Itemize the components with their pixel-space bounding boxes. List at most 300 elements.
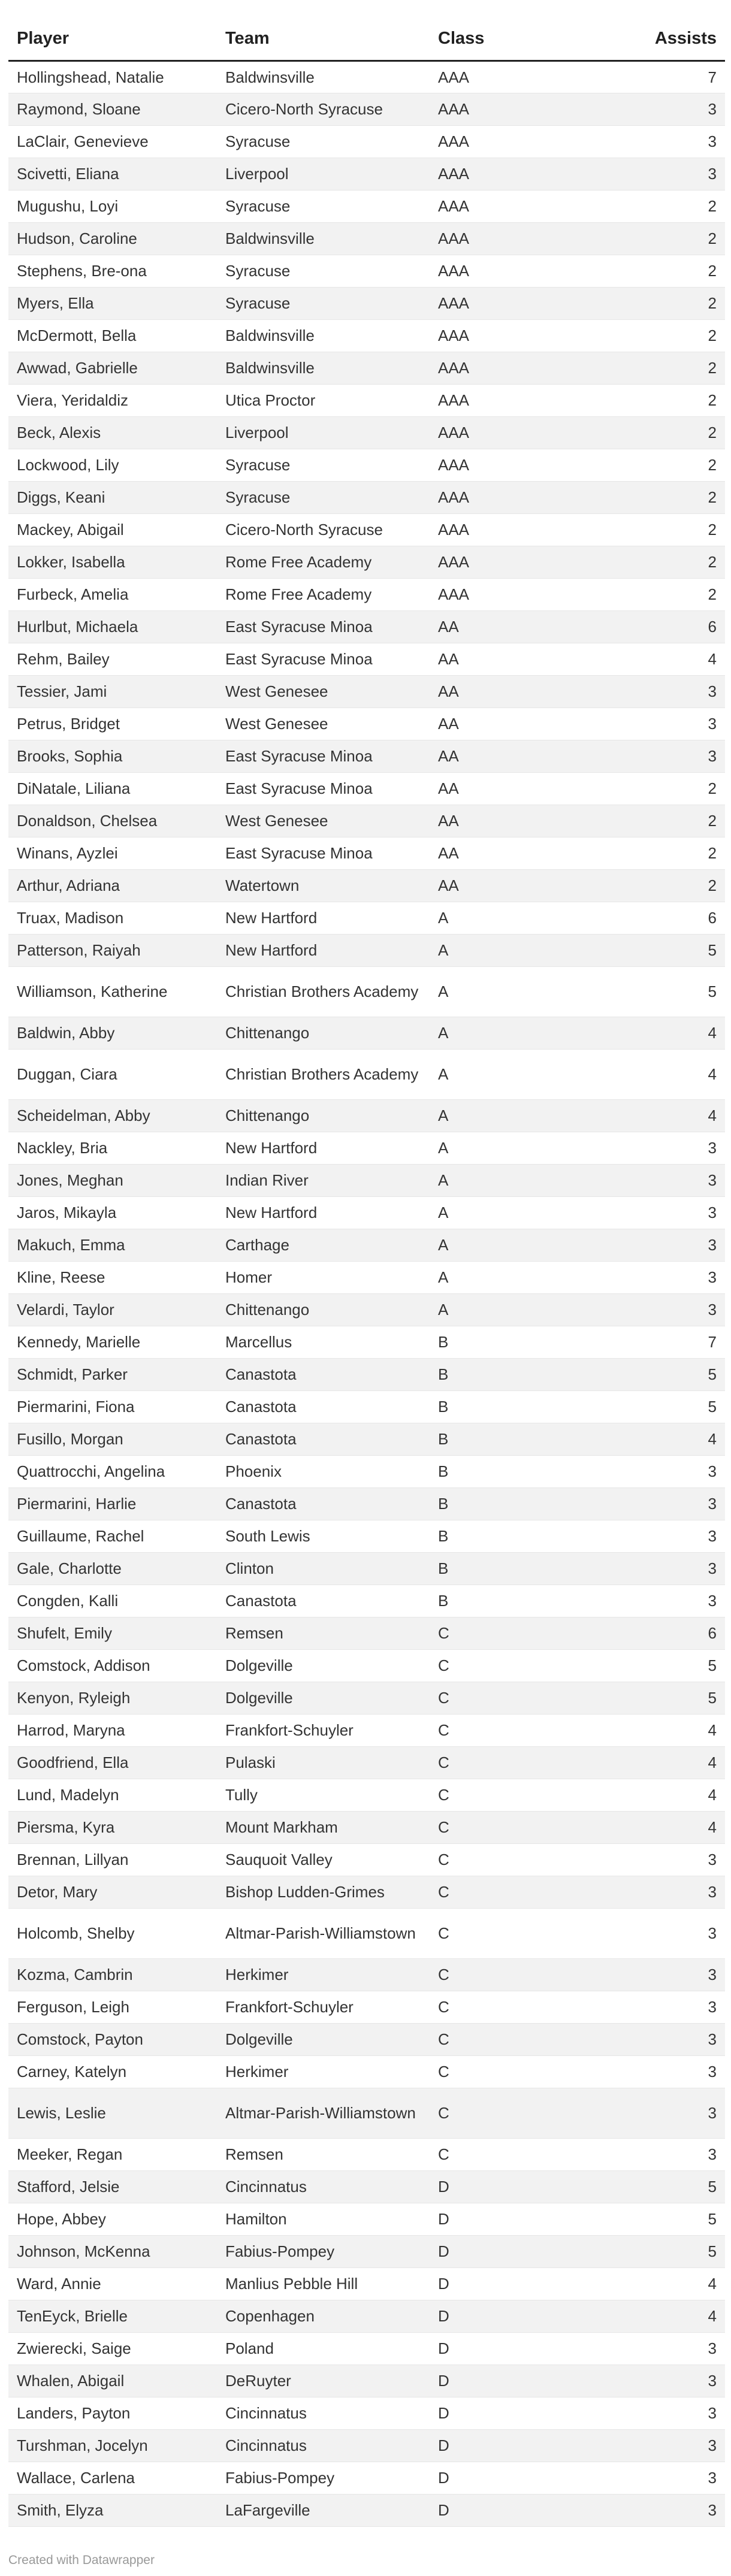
cell-team: Syracuse — [217, 255, 430, 287]
cell-class: B — [430, 1390, 627, 1423]
cell-player: Fusillo, Morgan — [8, 1423, 217, 1455]
cell-player: Mackey, Abigail — [8, 513, 217, 546]
cell-player: Viera, Yeridaldiz — [8, 384, 217, 416]
cell-player: Rehm, Bailey — [8, 643, 217, 675]
cell-player: Scivetti, Eliana — [8, 158, 217, 190]
table-row — [8, 287, 725, 319]
table-row — [8, 1099, 725, 1132]
cell-player: Lund, Madelyn — [8, 1779, 217, 1811]
cell-assists: 5 — [627, 1390, 725, 1423]
cell-player: Myers, Ella — [8, 287, 217, 319]
cell-class: AAA — [430, 352, 627, 384]
cell-player: TenEyck, Brielle — [8, 2300, 217, 2332]
table-row — [8, 2397, 725, 2429]
cell-class: B — [430, 1358, 627, 1390]
cell-team: Cicero-North Syracuse — [217, 513, 430, 546]
cell-player: Beck, Alexis — [8, 416, 217, 449]
cell-assists: 3 — [627, 2023, 725, 2055]
cell-team: East Syracuse Minoa — [217, 772, 430, 805]
cell-team: Cincinnatus — [217, 2429, 430, 2462]
table-row — [8, 319, 725, 352]
cell-team: Altmar-Parish-Williamstown — [217, 2088, 430, 2138]
cell-team: Pulaski — [217, 1746, 430, 1779]
table-row — [8, 772, 725, 805]
cell-assists: 5 — [627, 2170, 725, 2203]
cell-class: C — [430, 1811, 627, 1843]
cell-assists: 4 — [627, 1746, 725, 1779]
cell-player: Carney, Katelyn — [8, 2055, 217, 2088]
cell-player: Piermarini, Harlie — [8, 1487, 217, 1520]
cell-assists: 3 — [627, 1293, 725, 1326]
cell-class: C — [430, 1991, 627, 2023]
cell-team: Altmar-Parish-Williamstown — [217, 1908, 430, 1958]
cell-team: Manlius Pebble Hill — [217, 2267, 430, 2300]
cell-player: McDermott, Bella — [8, 319, 217, 352]
cell-class: AA — [430, 837, 627, 869]
cell-team: Syracuse — [217, 287, 430, 319]
table-row — [8, 1746, 725, 1779]
cell-assists: 2 — [627, 837, 725, 869]
cell-assists: 3 — [627, 1958, 725, 1991]
cell-class: AA — [430, 805, 627, 837]
cell-player: Harrod, Maryna — [8, 1714, 217, 1746]
cell-player: Piersma, Kyra — [8, 1811, 217, 1843]
cell-assists: 3 — [627, 740, 725, 772]
cell-team: East Syracuse Minoa — [217, 643, 430, 675]
cell-class: C — [430, 2088, 627, 2138]
cell-class: AAA — [430, 449, 627, 481]
table-row — [8, 2170, 725, 2203]
cell-class: D — [430, 2300, 627, 2332]
table-row — [8, 416, 725, 449]
cell-assists: 3 — [627, 2138, 725, 2170]
cell-team: Cincinnatus — [217, 2170, 430, 2203]
cell-team: Bishop Ludden-Grimes — [217, 1876, 430, 1908]
cell-player: Lockwood, Lily — [8, 449, 217, 481]
cell-player: Williamson, Katherine — [8, 966, 217, 1017]
cell-class: B — [430, 1326, 627, 1358]
cell-team: Chittenango — [217, 1017, 430, 1049]
table-row — [8, 1843, 725, 1876]
cell-class: AAA — [430, 546, 627, 578]
cell-class: A — [430, 1099, 627, 1132]
cell-assists: 2 — [627, 772, 725, 805]
cell-class: D — [430, 2332, 627, 2365]
cell-player: Johnson, McKenna — [8, 2235, 217, 2267]
cell-team: Copenhagen — [217, 2300, 430, 2332]
table-row — [8, 1164, 725, 1196]
cell-assists: 5 — [627, 1682, 725, 1714]
table-row — [8, 869, 725, 902]
table-row — [8, 1991, 725, 2023]
table-row — [8, 675, 725, 708]
table-row — [8, 1261, 725, 1293]
cell-player: Holcomb, Shelby — [8, 1908, 217, 1958]
cell-player: Piermarini, Fiona — [8, 1390, 217, 1423]
cell-team: Utica Proctor — [217, 384, 430, 416]
cell-class: AA — [430, 708, 627, 740]
cell-team: Hamilton — [217, 2203, 430, 2235]
cell-team: Mount Markham — [217, 1811, 430, 1843]
cell-team: Canastota — [217, 1487, 430, 1520]
cell-class: A — [430, 1164, 627, 1196]
cell-player: Detor, Mary — [8, 1876, 217, 1908]
cell-assists: 4 — [627, 2267, 725, 2300]
column-header-assists[interactable]: Assists — [627, 18, 725, 61]
cell-player: Raymond, Sloane — [8, 93, 217, 125]
cell-team: East Syracuse Minoa — [217, 610, 430, 643]
cell-class: C — [430, 1617, 627, 1649]
cell-player: Tessier, Jami — [8, 675, 217, 708]
cell-assists: 3 — [627, 1991, 725, 2023]
cell-team: New Hartford — [217, 1196, 430, 1229]
table-row — [8, 2462, 725, 2494]
cell-class: AA — [430, 740, 627, 772]
cell-assists: 5 — [627, 2235, 725, 2267]
cell-class: B — [430, 1487, 627, 1520]
table-row — [8, 1017, 725, 1049]
table-row — [8, 449, 725, 481]
cell-assists: 4 — [627, 1099, 725, 1132]
table-row — [8, 222, 725, 255]
table-row — [8, 1390, 725, 1423]
cell-class: C — [430, 2055, 627, 2088]
cell-assists: 2 — [627, 255, 725, 287]
table-row — [8, 546, 725, 578]
cell-class: D — [430, 2235, 627, 2267]
cell-class: A — [430, 1196, 627, 1229]
table-row — [8, 2365, 725, 2397]
cell-class: C — [430, 1958, 627, 1991]
cell-class: B — [430, 1455, 627, 1487]
cell-assists: 2 — [627, 513, 725, 546]
cell-player: Velardi, Taylor — [8, 1293, 217, 1326]
cell-player: Stephens, Bre-ona — [8, 255, 217, 287]
cell-class: A — [430, 1261, 627, 1293]
table-row — [8, 902, 725, 934]
cell-assists: 3 — [627, 2365, 725, 2397]
cell-team: Sauquoit Valley — [217, 1843, 430, 1876]
cell-class: AAA — [430, 416, 627, 449]
cell-player: Hurlbut, Michaela — [8, 610, 217, 643]
cell-team: Dolgeville — [217, 1649, 430, 1682]
cell-assists: 3 — [627, 1876, 725, 1908]
cell-player: Donaldson, Chelsea — [8, 805, 217, 837]
cell-team: West Genesee — [217, 708, 430, 740]
table-row — [8, 1552, 725, 1585]
cell-team: Marcellus — [217, 1326, 430, 1358]
cell-assists: 2 — [627, 190, 725, 222]
cell-assists: 2 — [627, 352, 725, 384]
cell-team: Canastota — [217, 1358, 430, 1390]
cell-team: Canastota — [217, 1423, 430, 1455]
cell-class: C — [430, 1714, 627, 1746]
cell-player: Whalen, Abigail — [8, 2365, 217, 2397]
cell-class: AAA — [430, 93, 627, 125]
cell-team: Cicero-North Syracuse — [217, 93, 430, 125]
header-row — [8, 18, 725, 61]
cell-team: Liverpool — [217, 416, 430, 449]
cell-class: AAA — [430, 578, 627, 610]
cell-class: C — [430, 1746, 627, 1779]
cell-team: Herkimer — [217, 1958, 430, 1991]
cell-class: AAA — [430, 125, 627, 158]
table-row — [8, 1520, 725, 1552]
cell-assists: 5 — [627, 934, 725, 966]
cell-player: Hope, Abbey — [8, 2203, 217, 2235]
cell-class: D — [430, 2267, 627, 2300]
table-row — [8, 1049, 725, 1099]
table-row — [8, 1908, 725, 1958]
table-row — [8, 1196, 725, 1229]
cell-team: New Hartford — [217, 902, 430, 934]
cell-player: Gale, Charlotte — [8, 1552, 217, 1585]
cell-team: Christian Brothers Academy — [217, 1049, 430, 1099]
table-row — [8, 1958, 725, 1991]
cell-team: Christian Brothers Academy — [217, 966, 430, 1017]
cell-class: B — [430, 1552, 627, 1585]
cell-player: Duggan, Ciara — [8, 1049, 217, 1099]
cell-player: Kline, Reese — [8, 1261, 217, 1293]
cell-player: Hudson, Caroline — [8, 222, 217, 255]
cell-team: Dolgeville — [217, 1682, 430, 1714]
column-header-player[interactable]: Player — [8, 18, 217, 61]
table-row — [8, 578, 725, 610]
cell-assists: 3 — [627, 1585, 725, 1617]
cell-team: Fabius-Pompey — [217, 2462, 430, 2494]
table-row — [8, 2023, 725, 2055]
cell-class: D — [430, 2462, 627, 2494]
cell-assists: 2 — [627, 449, 725, 481]
cell-player: Scheidelman, Abby — [8, 1099, 217, 1132]
cell-assists: 6 — [627, 1617, 725, 1649]
cell-class: AA — [430, 675, 627, 708]
table-row — [8, 481, 725, 513]
cell-class: D — [430, 2397, 627, 2429]
cell-team: LaFargeville — [217, 2494, 430, 2526]
cell-player: Shufelt, Emily — [8, 1617, 217, 1649]
cell-class: D — [430, 2494, 627, 2526]
cell-assists: 3 — [627, 1164, 725, 1196]
cell-class: D — [430, 2170, 627, 2203]
table-row — [8, 1682, 725, 1714]
cell-player: LaClair, Genevieve — [8, 125, 217, 158]
cell-team: Rome Free Academy — [217, 546, 430, 578]
assists-table — [8, 18, 725, 2527]
cell-team: Baldwinsville — [217, 222, 430, 255]
cell-player: Schmidt, Parker — [8, 1358, 217, 1390]
cell-player: Awwad, Gabrielle — [8, 352, 217, 384]
cell-assists: 2 — [627, 416, 725, 449]
cell-class: AAA — [430, 319, 627, 352]
cell-class: A — [430, 1017, 627, 1049]
cell-assists: 3 — [627, 158, 725, 190]
cell-team: Frankfort-Schuyler — [217, 1991, 430, 2023]
cell-player: Winans, Ayzlei — [8, 837, 217, 869]
cell-class: C — [430, 1682, 627, 1714]
cell-assists: 2 — [627, 805, 725, 837]
cell-assists: 4 — [627, 1049, 725, 1099]
cell-assists: 3 — [627, 2088, 725, 2138]
cell-team: Tully — [217, 1779, 430, 1811]
cell-team: Syracuse — [217, 125, 430, 158]
cell-assists: 4 — [627, 1017, 725, 1049]
table-row — [8, 1779, 725, 1811]
table-row — [8, 643, 725, 675]
table-row — [8, 2055, 725, 2088]
cell-team: New Hartford — [217, 1132, 430, 1164]
cell-player: Kennedy, Marielle — [8, 1326, 217, 1358]
table-body — [8, 61, 725, 2526]
cell-class: C — [430, 1779, 627, 1811]
table-row — [8, 1876, 725, 1908]
cell-assists: 7 — [627, 1326, 725, 1358]
cell-assists: 2 — [627, 546, 725, 578]
cell-assists: 2 — [627, 481, 725, 513]
table-row — [8, 1714, 725, 1746]
cell-class: AA — [430, 643, 627, 675]
table-row — [8, 1649, 725, 1682]
cell-team: Poland — [217, 2332, 430, 2365]
cell-class: AAA — [430, 287, 627, 319]
cell-assists: 3 — [627, 1908, 725, 1958]
cell-team: Syracuse — [217, 449, 430, 481]
cell-class: A — [430, 966, 627, 1017]
cell-class: AA — [430, 869, 627, 902]
cell-player: Jaros, Mikayla — [8, 1196, 217, 1229]
table-row — [8, 1358, 725, 1390]
cell-assists: 4 — [627, 1811, 725, 1843]
cell-team: Homer — [217, 1261, 430, 1293]
table-row — [8, 125, 725, 158]
cell-team: South Lewis — [217, 1520, 430, 1552]
cell-team: Syracuse — [217, 190, 430, 222]
table-row — [8, 513, 725, 546]
table-row — [8, 352, 725, 384]
cell-team: Herkimer — [217, 2055, 430, 2088]
table-row — [8, 190, 725, 222]
cell-player: Landers, Payton — [8, 2397, 217, 2429]
cell-player: DiNatale, Liliana — [8, 772, 217, 805]
table-row — [8, 1811, 725, 1843]
cell-assists: 5 — [627, 1649, 725, 1682]
cell-assists: 6 — [627, 902, 725, 934]
cell-class: AAA — [430, 61, 627, 93]
cell-class: AAA — [430, 255, 627, 287]
cell-team: East Syracuse Minoa — [217, 837, 430, 869]
cell-player: Brooks, Sophia — [8, 740, 217, 772]
cell-player: Kenyon, Ryleigh — [8, 1682, 217, 1714]
column-header-class[interactable]: Class — [430, 18, 627, 61]
cell-assists: 3 — [627, 708, 725, 740]
cell-assists: 3 — [627, 675, 725, 708]
cell-assists: 3 — [627, 93, 725, 125]
cell-assists: 7 — [627, 61, 725, 93]
cell-team: West Genesee — [217, 675, 430, 708]
cell-class: A — [430, 1132, 627, 1164]
cell-player: Turshman, Jocelyn — [8, 2429, 217, 2462]
cell-player: Jones, Meghan — [8, 1164, 217, 1196]
cell-assists: 3 — [627, 2055, 725, 2088]
cell-assists: 4 — [627, 1714, 725, 1746]
table-row — [8, 610, 725, 643]
cell-team: DeRuyter — [217, 2365, 430, 2397]
table-row — [8, 61, 725, 93]
cell-team: Fabius-Pompey — [217, 2235, 430, 2267]
cell-class: A — [430, 934, 627, 966]
cell-player: Goodfriend, Ella — [8, 1746, 217, 1779]
cell-player: Stafford, Jelsie — [8, 2170, 217, 2203]
table-row — [8, 966, 725, 1017]
cell-assists: 4 — [627, 1779, 725, 1811]
cell-assists: 5 — [627, 2203, 725, 2235]
cell-team: Baldwinsville — [217, 61, 430, 93]
table-row — [8, 1455, 725, 1487]
cell-assists: 4 — [627, 643, 725, 675]
cell-class: A — [430, 1229, 627, 1261]
cell-class: B — [430, 1585, 627, 1617]
cell-player: Ward, Annie — [8, 2267, 217, 2300]
cell-assists: 3 — [627, 2397, 725, 2429]
cell-player: Comstock, Addison — [8, 1649, 217, 1682]
cell-assists: 3 — [627, 2462, 725, 2494]
cell-player: Mugushu, Loyi — [8, 190, 217, 222]
cell-player: Zwierecki, Saige — [8, 2332, 217, 2365]
cell-player: Smith, Elyza — [8, 2494, 217, 2526]
cell-team: Canastota — [217, 1390, 430, 1423]
cell-team: New Hartford — [217, 934, 430, 966]
cell-team: Watertown — [217, 869, 430, 902]
table-row — [8, 384, 725, 416]
cell-team: Dolgeville — [217, 2023, 430, 2055]
cell-class: D — [430, 2429, 627, 2462]
cell-assists: 2 — [627, 384, 725, 416]
table-row — [8, 93, 725, 125]
cell-player: Nackley, Bria — [8, 1132, 217, 1164]
datawrapper-credit: Created with Datawrapper — [8, 2553, 155, 2567]
table-row — [8, 1132, 725, 1164]
cell-player: Kozma, Cambrin — [8, 1958, 217, 1991]
cell-player: Hollingshead, Natalie — [8, 61, 217, 93]
cell-class: C — [430, 2023, 627, 2055]
cell-assists: 3 — [627, 2332, 725, 2365]
cell-player: Brennan, Lillyan — [8, 1843, 217, 1876]
cell-assists: 4 — [627, 2300, 725, 2332]
cell-class: B — [430, 1423, 627, 1455]
cell-team: Chittenango — [217, 1293, 430, 1326]
cell-assists: 5 — [627, 1358, 725, 1390]
cell-class: AA — [430, 772, 627, 805]
table-row — [8, 1617, 725, 1649]
cell-team: Remsen — [217, 2138, 430, 2170]
cell-class: A — [430, 1293, 627, 1326]
cell-team: Carthage — [217, 1229, 430, 1261]
table-row — [8, 2494, 725, 2526]
cell-assists: 3 — [627, 1132, 725, 1164]
cell-assists: 6 — [627, 610, 725, 643]
table-row — [8, 1585, 725, 1617]
cell-class: AA — [430, 610, 627, 643]
cell-assists: 3 — [627, 1520, 725, 1552]
cell-assists: 4 — [627, 1423, 725, 1455]
cell-player: Makuch, Emma — [8, 1229, 217, 1261]
table-row — [8, 2429, 725, 2462]
table-row — [8, 1423, 725, 1455]
column-header-team[interactable]: Team — [217, 18, 430, 61]
cell-team: Rome Free Academy — [217, 578, 430, 610]
cell-assists: 2 — [627, 222, 725, 255]
cell-assists: 3 — [627, 1552, 725, 1585]
